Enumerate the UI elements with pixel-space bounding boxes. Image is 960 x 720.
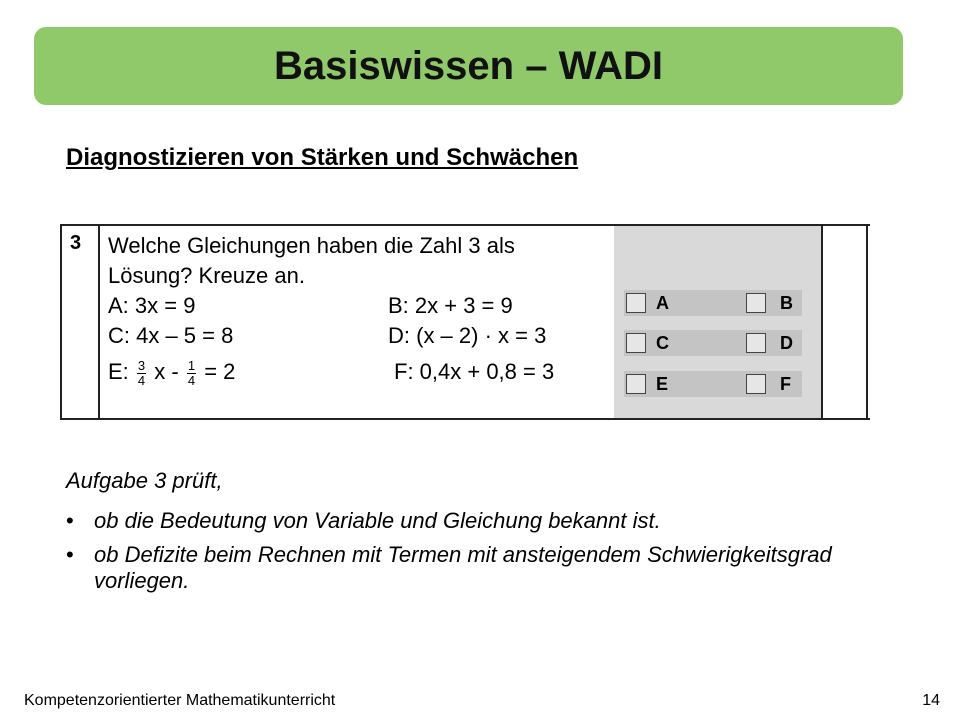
answer-label-a: A: [656, 293, 669, 313]
answer-row-ef: [624, 371, 802, 397]
task-box: [60, 224, 870, 420]
task-border-right: [866, 226, 868, 418]
checkbox-c[interactable]: [626, 333, 646, 353]
fraction-numerator: 3: [137, 357, 146, 373]
checkbox-f[interactable]: [746, 374, 766, 394]
footer-text: Kompetenzorientierter Mathematikunterricht: [24, 692, 336, 709]
question-line-2: Lösung? Kreuze an.: [108, 263, 305, 288]
answer-label-b: B: [780, 293, 793, 313]
answer-label-e: E: [656, 374, 669, 394]
question-line-1: Welche Gleichungen haben die Zahl 3 als: [108, 233, 515, 258]
slide-subtitle: Diagnostizieren von Stärken und Schwächen: [66, 144, 579, 171]
equation-e-prefix: E:: [108, 359, 129, 384]
fraction-numerator: 1: [187, 357, 196, 373]
bullet-dot: •: [66, 542, 74, 567]
checkbox-d[interactable]: [746, 333, 766, 353]
equation-f: F: 0,4x + 0,8 = 3: [394, 359, 555, 384]
title-bar: [34, 27, 903, 105]
task-number: 3: [70, 232, 82, 254]
equation-d: D: (x – 2) · x = 3: [388, 323, 547, 348]
equation-b: B: 2x + 3 = 9: [388, 293, 513, 318]
bullet-text: ob die Bedeutung von Variable und Gleichung bekannt ist.: [94, 508, 661, 533]
checkbox-b[interactable]: [746, 293, 766, 313]
equation-a: A: 3x = 9: [108, 293, 196, 318]
checkbox-e[interactable]: [626, 374, 646, 394]
bullet-dot: •: [66, 508, 74, 533]
intro-text: Aufgabe 3 prüft,: [66, 468, 223, 493]
bullet-item: [66, 508, 896, 534]
bullet-item: [66, 542, 896, 594]
bullet-text: ob Defizite beim Rechnen mit Termen mit ansteigendem Schwierigkeitsgrad vorliegen.: [94, 542, 832, 593]
answer-label-f: F: [780, 374, 791, 394]
equation-e-suffix: = 2: [204, 359, 236, 384]
slide-title: Basiswissen – WADI: [273, 43, 664, 88]
equation-e: [108, 354, 235, 390]
fraction-denominator: 4: [137, 372, 146, 388]
task-border-score: [821, 226, 823, 418]
equation-e-middle: x -: [154, 359, 179, 384]
fraction-denominator: 4: [187, 372, 196, 388]
bullet-list: [66, 508, 896, 602]
checkbox-a[interactable]: [626, 293, 646, 313]
answer-label-d: D: [780, 333, 793, 353]
answer-row-cd: [624, 330, 802, 356]
fraction-three-quarters: [137, 359, 146, 388]
task-border-left: [60, 226, 62, 418]
answer-panel: [614, 226, 821, 418]
equation-c: C: 4x – 5 = 8: [108, 323, 234, 348]
page-number: 14: [922, 692, 940, 709]
fraction-one-quarter: [187, 359, 196, 388]
answer-row-ab: [624, 290, 802, 316]
task-border-number: [98, 226, 100, 418]
answer-label-c: C: [656, 333, 669, 353]
